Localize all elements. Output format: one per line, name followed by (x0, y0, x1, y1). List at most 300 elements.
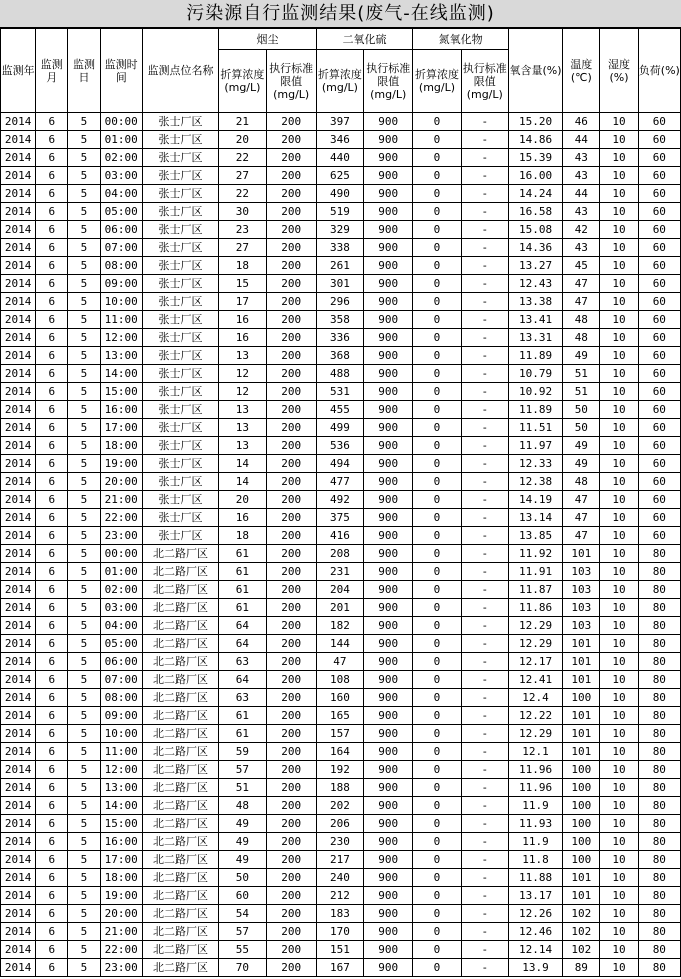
table-cell: 5 (68, 509, 100, 527)
table-cell: 60 (638, 419, 680, 437)
table-cell: 06:00 (100, 653, 142, 671)
table-cell: 0 (413, 257, 461, 275)
table-cell: - (461, 185, 508, 203)
table-cell: - (461, 725, 508, 743)
table-cell: 200 (266, 437, 316, 455)
table-row (1, 185, 681, 203)
table-cell: 张士厂区 (142, 257, 218, 275)
table-cell: 0 (413, 851, 461, 869)
table-cell: 18 (219, 257, 266, 275)
table-cell: 60 (638, 257, 680, 275)
table-cell: 19:00 (100, 455, 142, 473)
table-cell: 北二路厂区 (142, 563, 218, 581)
table-cell: 0 (413, 509, 461, 527)
table-cell: 531 (316, 383, 363, 401)
table-cell: 22:00 (100, 509, 142, 527)
table-cell: 6 (36, 167, 68, 185)
table-cell: 张士厂区 (142, 455, 218, 473)
table-row (1, 347, 681, 365)
table-cell: 5 (68, 221, 100, 239)
table-cell: 10 (600, 887, 638, 905)
table-cell: - (461, 257, 508, 275)
table-cell: 5 (68, 473, 100, 491)
table-cell: - (461, 473, 508, 491)
table-cell: 11.89 (508, 347, 562, 365)
table-cell: 6 (36, 239, 68, 257)
table-cell: 2014 (1, 887, 36, 905)
table-cell: 80 (638, 869, 680, 887)
table-cell: 北二路厂区 (142, 743, 218, 761)
table-cell: 60 (638, 347, 680, 365)
table-cell: 14.86 (508, 131, 562, 149)
table-cell: 张士厂区 (142, 383, 218, 401)
table-cell: 900 (364, 383, 413, 401)
table-cell: 2014 (1, 671, 36, 689)
table-cell: 6 (36, 527, 68, 545)
table-cell: 48 (563, 329, 600, 347)
table-cell: 2014 (1, 941, 36, 959)
table-cell: 10 (600, 869, 638, 887)
table-cell: 208 (316, 545, 363, 563)
table-cell: 900 (364, 257, 413, 275)
table-cell: 200 (266, 923, 316, 941)
table-cell: 07:00 (100, 671, 142, 689)
table-cell: 217 (316, 851, 363, 869)
header-year: 监测年 (1, 29, 36, 113)
table-cell: 2014 (1, 725, 36, 743)
table-cell: 10 (600, 401, 638, 419)
table-cell: 5 (68, 905, 100, 923)
table-cell: 16:00 (100, 833, 142, 851)
table-cell: 900 (364, 581, 413, 599)
table-cell: 张士厂区 (142, 293, 218, 311)
table-cell: - (461, 671, 508, 689)
header-time: 监测时间 (100, 29, 142, 113)
table-cell: 11.9 (508, 797, 562, 815)
table-cell: 900 (364, 113, 413, 131)
table-cell: 00:00 (100, 545, 142, 563)
table-row (1, 617, 681, 635)
table-cell: 60 (638, 239, 680, 257)
table-cell: - (461, 887, 508, 905)
table-cell: 200 (266, 815, 316, 833)
table-row (1, 167, 681, 185)
table-cell: 50 (563, 419, 600, 437)
table-cell: 10 (600, 257, 638, 275)
table-cell: 60 (638, 167, 680, 185)
table-cell: 5 (68, 131, 100, 149)
table-cell: 900 (364, 617, 413, 635)
table-cell: 6 (36, 437, 68, 455)
table-cell: 6 (36, 563, 68, 581)
table-cell: 2014 (1, 707, 36, 725)
table-cell: 70 (219, 959, 266, 977)
table-cell: 12.38 (508, 473, 562, 491)
table-cell: 80 (638, 545, 680, 563)
header-day: 监测日 (68, 29, 100, 113)
table-row (1, 437, 681, 455)
table-cell: 11.92 (508, 545, 562, 563)
table-cell: 60 (638, 527, 680, 545)
table-cell: 60 (638, 185, 680, 203)
table-cell: 14 (219, 455, 266, 473)
table-cell: 89 (563, 959, 600, 977)
table-cell: 900 (364, 221, 413, 239)
table-cell: 6 (36, 707, 68, 725)
header-smoke-limit: 执行标准限值(mg/L) (266, 50, 316, 113)
table-cell: 47 (563, 293, 600, 311)
table-cell: 900 (364, 203, 413, 221)
table-cell: 200 (266, 635, 316, 653)
table-cell: 6 (36, 419, 68, 437)
table-cell: 北二路厂区 (142, 905, 218, 923)
table-cell: 13.14 (508, 509, 562, 527)
table-cell: 0 (413, 347, 461, 365)
table-cell: 375 (316, 509, 363, 527)
table-cell: 60 (638, 149, 680, 167)
table-cell: 200 (266, 419, 316, 437)
table-cell: 206 (316, 815, 363, 833)
table-cell: 200 (266, 185, 316, 203)
table-cell: 14.36 (508, 239, 562, 257)
table-cell: - (461, 635, 508, 653)
table-cell: 10 (600, 491, 638, 509)
table-cell: 42 (563, 221, 600, 239)
table-cell: 5 (68, 167, 100, 185)
table-cell: 5 (68, 851, 100, 869)
table-cell: - (461, 491, 508, 509)
table-cell: 6 (36, 545, 68, 563)
table-cell: - (461, 959, 508, 977)
table-cell: 80 (638, 779, 680, 797)
table-cell: 101 (563, 671, 600, 689)
table-cell: 0 (413, 545, 461, 563)
table-cell: 108 (316, 671, 363, 689)
table-cell: 5 (68, 815, 100, 833)
table-cell: 900 (364, 815, 413, 833)
table-cell: 50 (219, 869, 266, 887)
table-cell: 12.1 (508, 743, 562, 761)
table-cell: 200 (266, 761, 316, 779)
table-cell: 10 (600, 311, 638, 329)
table-cell: 5 (68, 203, 100, 221)
table-cell: 61 (219, 725, 266, 743)
table-cell: 17 (219, 293, 266, 311)
table-row (1, 275, 681, 293)
table-cell: 100 (563, 761, 600, 779)
header-month: 监测月 (36, 29, 68, 113)
table-cell: 2014 (1, 275, 36, 293)
table-cell: 13.31 (508, 329, 562, 347)
table-cell: 336 (316, 329, 363, 347)
table-cell: 10 (600, 347, 638, 365)
table-cell: 6 (36, 131, 68, 149)
table-cell: 02:00 (100, 581, 142, 599)
table-row (1, 887, 681, 905)
table-cell: 5 (68, 347, 100, 365)
table-cell: 0 (413, 185, 461, 203)
table-row (1, 329, 681, 347)
table-cell: 0 (413, 617, 461, 635)
table-cell: 11.87 (508, 581, 562, 599)
table-cell: 80 (638, 581, 680, 599)
table-cell: 102 (563, 923, 600, 941)
table-cell: 200 (266, 509, 316, 527)
table-cell: 14:00 (100, 365, 142, 383)
table-cell: 200 (266, 203, 316, 221)
table-cell: 15:00 (100, 815, 142, 833)
table-cell: 80 (638, 905, 680, 923)
table-cell: 296 (316, 293, 363, 311)
table-cell: 6 (36, 761, 68, 779)
table-cell: 6 (36, 869, 68, 887)
table-cell: 338 (316, 239, 363, 257)
table-cell: 13.38 (508, 293, 562, 311)
table-cell: 0 (413, 311, 461, 329)
table-row (1, 743, 681, 761)
table-cell: 900 (364, 941, 413, 959)
table-cell: 12.17 (508, 653, 562, 671)
table-cell: 6 (36, 599, 68, 617)
table-cell: 10 (600, 383, 638, 401)
table-cell: 0 (413, 815, 461, 833)
table-cell: 60 (638, 437, 680, 455)
table-cell: 477 (316, 473, 363, 491)
table-cell: 北二路厂区 (142, 707, 218, 725)
table-cell: 900 (364, 131, 413, 149)
table-cell: 0 (413, 869, 461, 887)
table-cell: 2014 (1, 437, 36, 455)
table-row (1, 797, 681, 815)
table-cell: 10 (600, 851, 638, 869)
table-cell: 80 (638, 941, 680, 959)
table-cell: 57 (219, 923, 266, 941)
table-cell: 10:00 (100, 725, 142, 743)
table-cell: 6 (36, 455, 68, 473)
table-cell: 13 (219, 401, 266, 419)
table-cell: 46 (563, 113, 600, 131)
table-cell: 6 (36, 815, 68, 833)
table-cell: 张士厂区 (142, 275, 218, 293)
table-cell: 北二路厂区 (142, 689, 218, 707)
table-cell: 北二路厂区 (142, 725, 218, 743)
table-cell: 6 (36, 959, 68, 977)
table-cell: 10 (600, 563, 638, 581)
table-cell: 北二路厂区 (142, 887, 218, 905)
table-row (1, 563, 681, 581)
table-cell: - (461, 149, 508, 167)
table-cell: 张士厂区 (142, 491, 218, 509)
table-cell: 80 (638, 707, 680, 725)
table-cell: 6 (36, 311, 68, 329)
table-cell: 6 (36, 653, 68, 671)
table-cell: 492 (316, 491, 363, 509)
table-cell: 202 (316, 797, 363, 815)
table-cell: 张士厂区 (142, 419, 218, 437)
table-cell: 200 (266, 851, 316, 869)
table-cell: 5 (68, 437, 100, 455)
header-nox-conc: 折算浓度(mg/L) (413, 50, 461, 113)
table-cell: 11:00 (100, 311, 142, 329)
table-cell: - (461, 167, 508, 185)
table-cell: 0 (413, 149, 461, 167)
table-cell: 212 (316, 887, 363, 905)
table-row (1, 635, 681, 653)
table-cell: 164 (316, 743, 363, 761)
table-cell: - (461, 455, 508, 473)
table-cell: 6 (36, 797, 68, 815)
table-row (1, 527, 681, 545)
table-cell: 231 (316, 563, 363, 581)
table-cell: 60 (638, 509, 680, 527)
table-cell: 200 (266, 725, 316, 743)
table-cell: 10 (600, 959, 638, 977)
table-cell: 6 (36, 257, 68, 275)
table-cell: 13.27 (508, 257, 562, 275)
table-cell: 5 (68, 113, 100, 131)
table-row (1, 455, 681, 473)
table-cell: 01:00 (100, 563, 142, 581)
table-cell: 900 (364, 869, 413, 887)
table-cell: 12.29 (508, 725, 562, 743)
table-row (1, 509, 681, 527)
table-cell: 2014 (1, 923, 36, 941)
table-cell: 11.91 (508, 563, 562, 581)
table-cell: 200 (266, 887, 316, 905)
table-cell: 2014 (1, 365, 36, 383)
table-cell: 49 (219, 833, 266, 851)
table-cell: 北二路厂区 (142, 851, 218, 869)
table-cell: 6 (36, 113, 68, 131)
table-cell: 80 (638, 725, 680, 743)
table-cell: 张士厂区 (142, 131, 218, 149)
table-cell: 157 (316, 725, 363, 743)
table-cell: 103 (563, 599, 600, 617)
table-row (1, 959, 681, 977)
table-row (1, 833, 681, 851)
table-cell: 900 (364, 401, 413, 419)
table-cell: 11.9 (508, 833, 562, 851)
table-cell: 44 (563, 131, 600, 149)
table-cell: 6 (36, 851, 68, 869)
table-cell: 13.85 (508, 527, 562, 545)
table-cell: 200 (266, 311, 316, 329)
table-cell: 416 (316, 527, 363, 545)
table-cell: 261 (316, 257, 363, 275)
table-cell: 200 (266, 617, 316, 635)
table-cell: 900 (364, 959, 413, 977)
table-cell: 80 (638, 617, 680, 635)
table-cell: 60 (638, 491, 680, 509)
table-cell: 21:00 (100, 923, 142, 941)
table-cell: 368 (316, 347, 363, 365)
table-cell: 0 (413, 473, 461, 491)
table-cell: 10 (600, 509, 638, 527)
table-cell: 13:00 (100, 779, 142, 797)
table-cell: 50 (563, 401, 600, 419)
table-cell: 05:00 (100, 635, 142, 653)
table-cell: - (461, 653, 508, 671)
header-so2-conc: 折算浓度(mg/L) (316, 50, 363, 113)
table-cell: 2014 (1, 347, 36, 365)
table-cell: - (461, 383, 508, 401)
table-cell: 80 (638, 923, 680, 941)
table-cell: 0 (413, 113, 461, 131)
table-cell: 60 (638, 131, 680, 149)
table-cell: 5 (68, 383, 100, 401)
table-cell: 200 (266, 257, 316, 275)
table-cell: 0 (413, 725, 461, 743)
table-cell: 60 (638, 275, 680, 293)
table-cell: 60 (638, 401, 680, 419)
table-cell: 103 (563, 563, 600, 581)
table-cell: 10 (600, 185, 638, 203)
table-cell: 2014 (1, 455, 36, 473)
header-oxygen: 氧含量(%) (508, 29, 562, 113)
table-cell: 900 (364, 527, 413, 545)
table-cell: 5 (68, 239, 100, 257)
table-cell: 10 (600, 725, 638, 743)
table-cell: 2014 (1, 599, 36, 617)
table-cell: 16 (219, 509, 266, 527)
table-cell: 900 (364, 275, 413, 293)
table-cell: 2014 (1, 149, 36, 167)
table-cell: 15:00 (100, 383, 142, 401)
table-cell: - (461, 239, 508, 257)
table-cell: 10 (600, 815, 638, 833)
table-cell: 12 (219, 365, 266, 383)
table-cell: 0 (413, 581, 461, 599)
table-cell: 0 (413, 365, 461, 383)
table-cell: 0 (413, 689, 461, 707)
table-cell: 80 (638, 815, 680, 833)
table-cell: 6 (36, 689, 68, 707)
table-row (1, 779, 681, 797)
table-cell: - (461, 347, 508, 365)
table-cell: 北二路厂区 (142, 959, 218, 977)
table-cell: 10 (600, 293, 638, 311)
table-cell: 2014 (1, 689, 36, 707)
table-cell: - (461, 923, 508, 941)
table-cell: 22 (219, 149, 266, 167)
table-row (1, 257, 681, 275)
table-cell: 15.39 (508, 149, 562, 167)
table-cell: 2014 (1, 185, 36, 203)
table-cell: 200 (266, 563, 316, 581)
monitoring-table (0, 28, 681, 977)
table-cell: 51 (219, 779, 266, 797)
table-cell: 0 (413, 563, 461, 581)
table-cell: 5 (68, 941, 100, 959)
table-cell: 440 (316, 149, 363, 167)
table-cell: 10 (600, 581, 638, 599)
table-cell: 张士厂区 (142, 149, 218, 167)
table-cell: 21 (219, 113, 266, 131)
table-row (1, 239, 681, 257)
table-cell: 200 (266, 527, 316, 545)
table-cell: 10 (600, 221, 638, 239)
table-cell: 5 (68, 545, 100, 563)
table-cell: - (461, 131, 508, 149)
table-row (1, 365, 681, 383)
table-cell: 45 (563, 257, 600, 275)
table-cell: 10 (600, 131, 638, 149)
table-row (1, 869, 681, 887)
table-cell: 200 (266, 239, 316, 257)
table-cell: 10 (600, 833, 638, 851)
table-row (1, 221, 681, 239)
table-cell: 10 (600, 203, 638, 221)
